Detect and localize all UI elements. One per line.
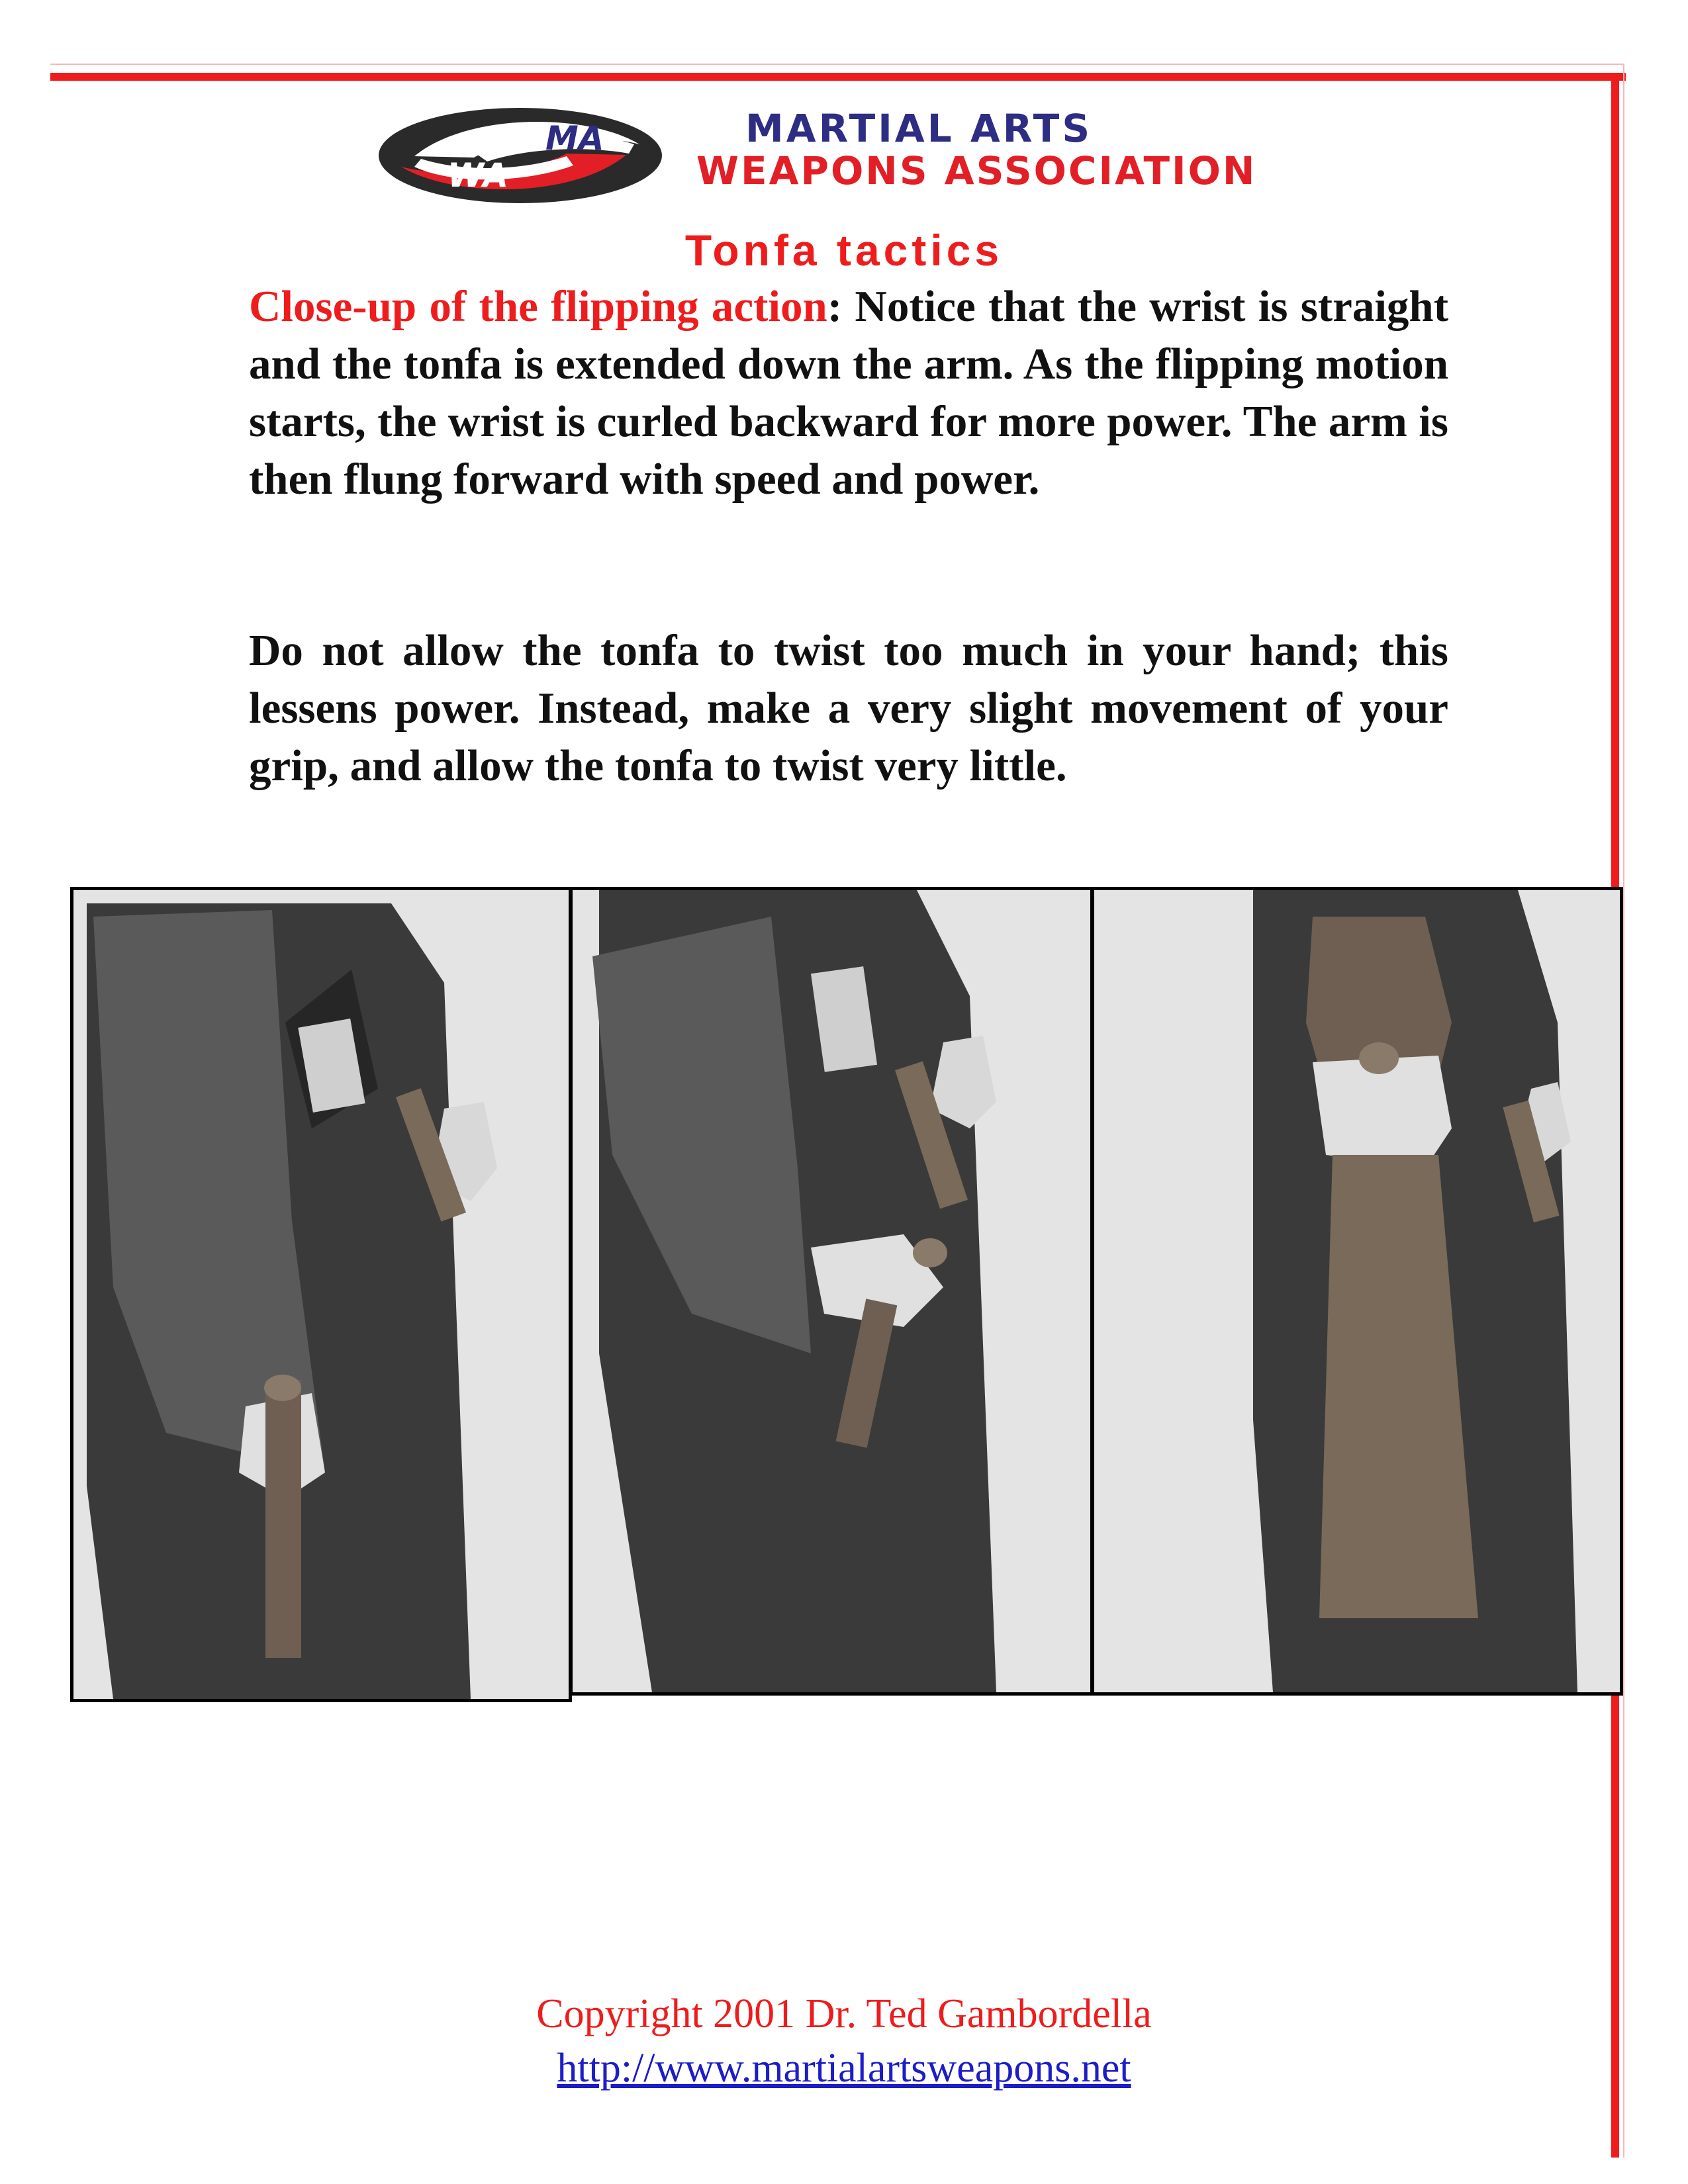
association-logo (375, 106, 1328, 205)
emblem-ma-text: MA (545, 119, 604, 158)
logo-title-line2: WEAPONS ASSOCIATION (696, 148, 1257, 193)
paragraph-body: : Notice that the wrist is straight and the tonfa is extended down the arm. As the flipping motion starts, the wrist is curled backward for more power. The arm is then flung forward with speed and power. (249, 282, 1449, 504)
website-link[interactable]: http://www.martialartsweapons.net (557, 2046, 1131, 2091)
right-rule-thin (1623, 64, 1624, 2158)
paragraph-lead: Close-up of the flipping action (249, 282, 827, 331)
photo-flung-forward (1091, 887, 1623, 1696)
photo-strip (70, 887, 1623, 1702)
photo-grip-start (70, 887, 572, 1702)
photo-wrist-curl (569, 887, 1094, 1696)
paragraph-twist-advice: Do not allow the tonfa to twist too much in your hand; this lessens power. Instead, make a very slight movement of your grip, and allow the tonfa to twist very little. (249, 626, 1448, 790)
section-title: Tonfa tactics (684, 226, 1004, 275)
top-rule-thin (50, 64, 1623, 65)
emblem-wa-text: WA (447, 156, 509, 195)
logo-title-line1: MARTIAL ARTS (745, 106, 1093, 151)
copyright-notice: Copyright 2001 Dr. Ted Gambordella (536, 1991, 1152, 2036)
paragraph-flipping-action (249, 278, 1448, 508)
top-rule (50, 73, 1626, 81)
mawa-emblem (375, 106, 666, 205)
